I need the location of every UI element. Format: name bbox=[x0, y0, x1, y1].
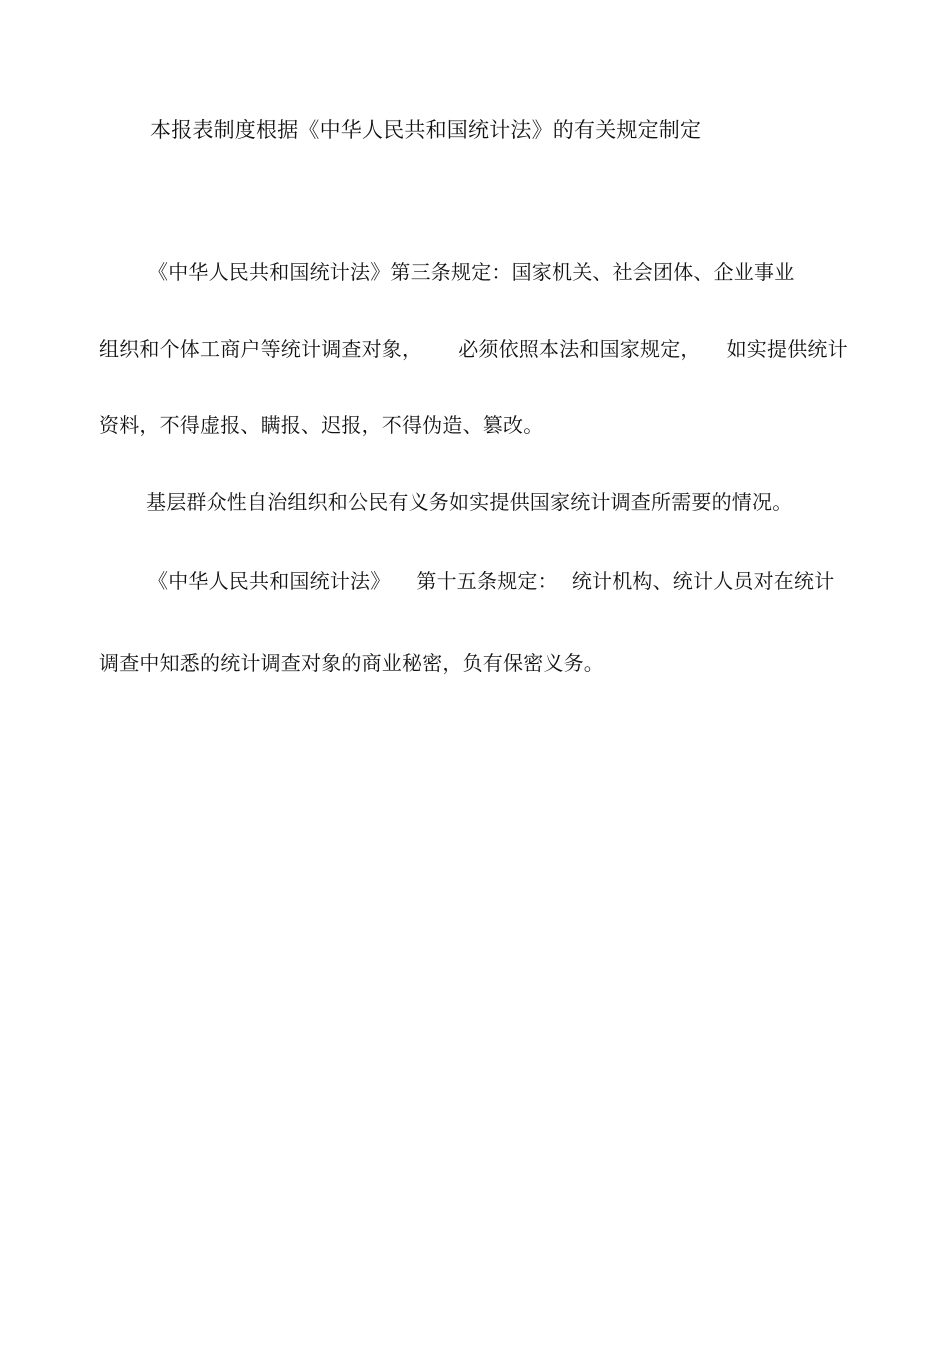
article3-line-2-part-2: 必须依照本法和国家规定， bbox=[458, 337, 701, 361]
article3-line-3: 资料，不得虚报、瞒报、迟报，不得伪造、篡改。 bbox=[99, 413, 544, 437]
article15-line-1-part-2: 第十五条规定： bbox=[416, 569, 558, 593]
article3-line-2-part-3: 如实提供统计 bbox=[726, 337, 848, 361]
article3-line-2-part-1: 组织和个体工商户等统计调查对象， bbox=[99, 337, 423, 361]
article15-line-1-part-3: 统计机构、统计人员对在统计 bbox=[571, 569, 835, 593]
grassroots-paragraph: 基层群众性自治组织和公民有义务如实提供国家统计调查所需要的情况。 bbox=[146, 490, 793, 514]
article15-line-1 bbox=[148, 569, 834, 593]
article3-line-2 bbox=[99, 337, 848, 361]
article15-line-1-part-1: 《中华人民共和国统计法》 bbox=[148, 569, 391, 593]
article3-line-1: 《中华人民共和国统计法》第三条规定：国家机关、社会团体、企业事业 bbox=[148, 260, 795, 284]
article15-line-2: 调查中知悉的统计调查对象的商业秘密，负有保密义务。 bbox=[99, 651, 604, 675]
document-title: 本报表制度根据《中华人民共和国统计法》的有关规定制定 bbox=[150, 118, 702, 142]
